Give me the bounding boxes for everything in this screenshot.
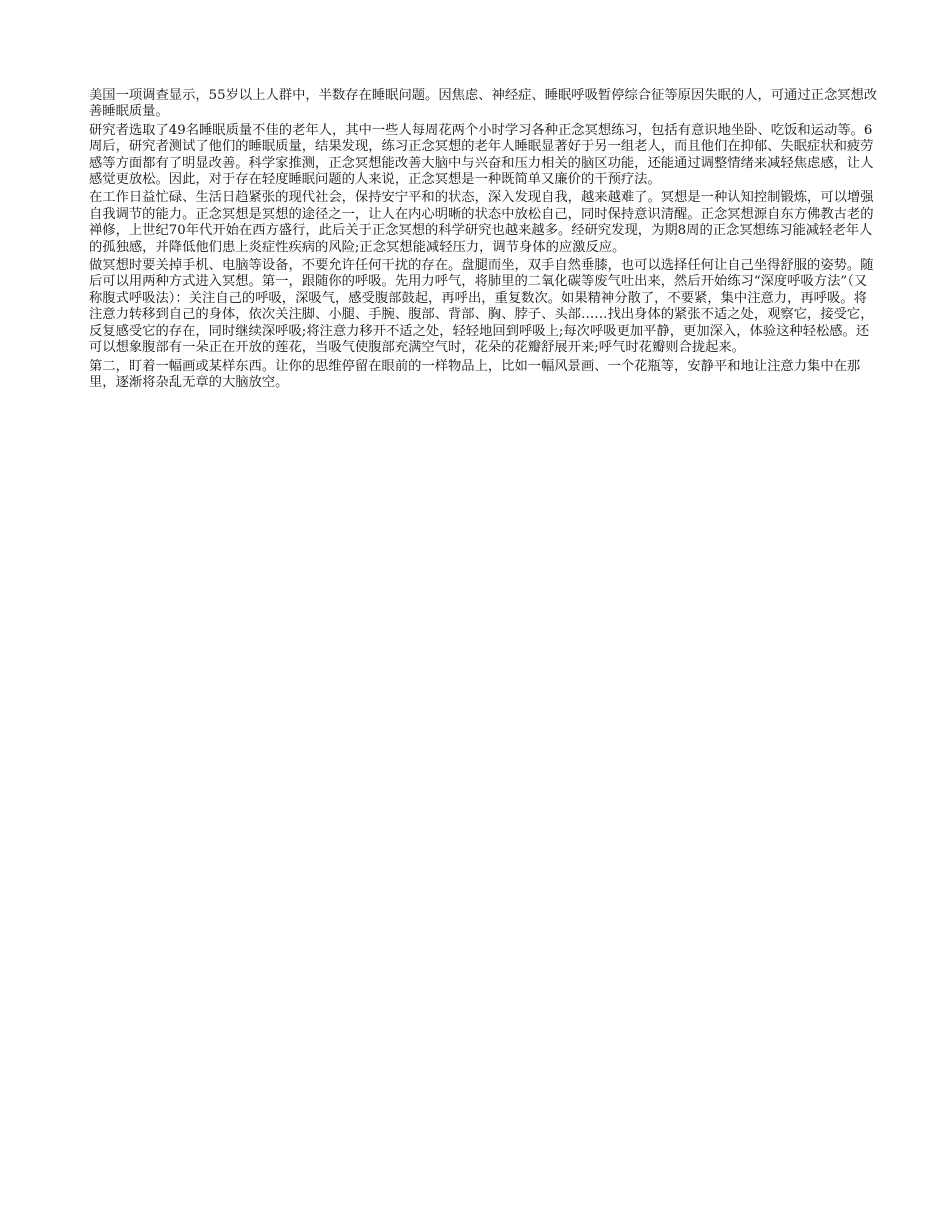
paragraph-method-two: 第二，盯着一幅画或某样东西。让你的思维停留在眼前的一样物品上，比如一幅风景画、一个花瓶等，安静平和地让注意力集中在那里，逐渐将杂乱无章的大脑放空。 (89, 358, 861, 390)
paragraph-method-one: 做冥想时要关掉手机、电脑等设备，不要允许任何干扰的存在。盘腿而坐，双手自然垂膝，也可以选择任何让自己坐得舒服的姿势。随后可以用两种方式进入冥想。第一，跟随你的呼吸。先用力呼气，将肺里的二氧化碳等废气吐出来，然后开始练习“深度呼吸方法”（又称腹式呼吸法）：关注自己的呼吸，深吸气，感受腹部鼓起，再呼出，重复数次。如果精神分散了，不要紧，集中注意力，再呼吸。将注意力转移到自己的身体，依次关注脚、小腿、手腕、腹部、背部、胸、脖子、头部……找出身体的紧张不适之处，观察它，接受它，反复感受它的存在，同时继续深呼吸;将注意力移开不适之处，轻轻地回到呼吸上;每次呼吸更加平静，更加深入，体验这种轻松感。还可以想象腹部有一朵正在开放的莲花，当吸气使腹部充满空气时，花朵的花瓣舒展开来;呼气时花瓣则合拢起来。 (89, 258, 874, 356)
paragraph-intro: 美国一项调查显示，55岁以上人群中，半数存在睡眠问题。因焦虑、神经症、睡眠呼吸暂停综合征等原因失眠的人，可通过正念冥想改善睡眠质量。 (89, 88, 878, 120)
paragraph-study: 研究者选取了49名睡眠质量不佳的老年人，其中一些人每周花两个小时学习各种正念冥想练习，包括有意识地坐卧、吃饭和运动等。6周后，研究者测试了他们的睡眠质量，结果发现，练习正念冥想的老年人睡眠显著好于另一组老人，而且他们在抑郁、失眠症状和疲劳感等方面都有了明显改善。科学家推测，正念冥想能改善大脑中与兴奋和压力相关的脑区功能，还能通过调整情绪来减轻焦虑感，让人感觉更放松。因此，对于存在轻度睡眠问题的人来说，正念冥想是一种既简单又廉价的干预疗法。 (89, 122, 874, 188)
paragraph-background: 在工作日益忙碌、生活日趋紧张的现代社会，保持安宁平和的状态，深入发现自我，越来越难了。冥想是一种认知控制锻炼，可以增强自我调节的能力。正念冥想是冥想的途径之一，让人在内心明晰的状态中放松自己，同时保持意识清醒。正念冥想源自东方佛教古老的禅修，上世纪70年代开始在西方盛行，此后关于正念冥想的科学研究也越来越多。经研究发现，为期8周的正念冥想练习能减轻老年人的孤独感，并降低他们患上炎症性疾病的风险;正念冥想能减轻压力，调节身体的应激反应。 (89, 190, 874, 255)
document-body (89, 88, 879, 393)
